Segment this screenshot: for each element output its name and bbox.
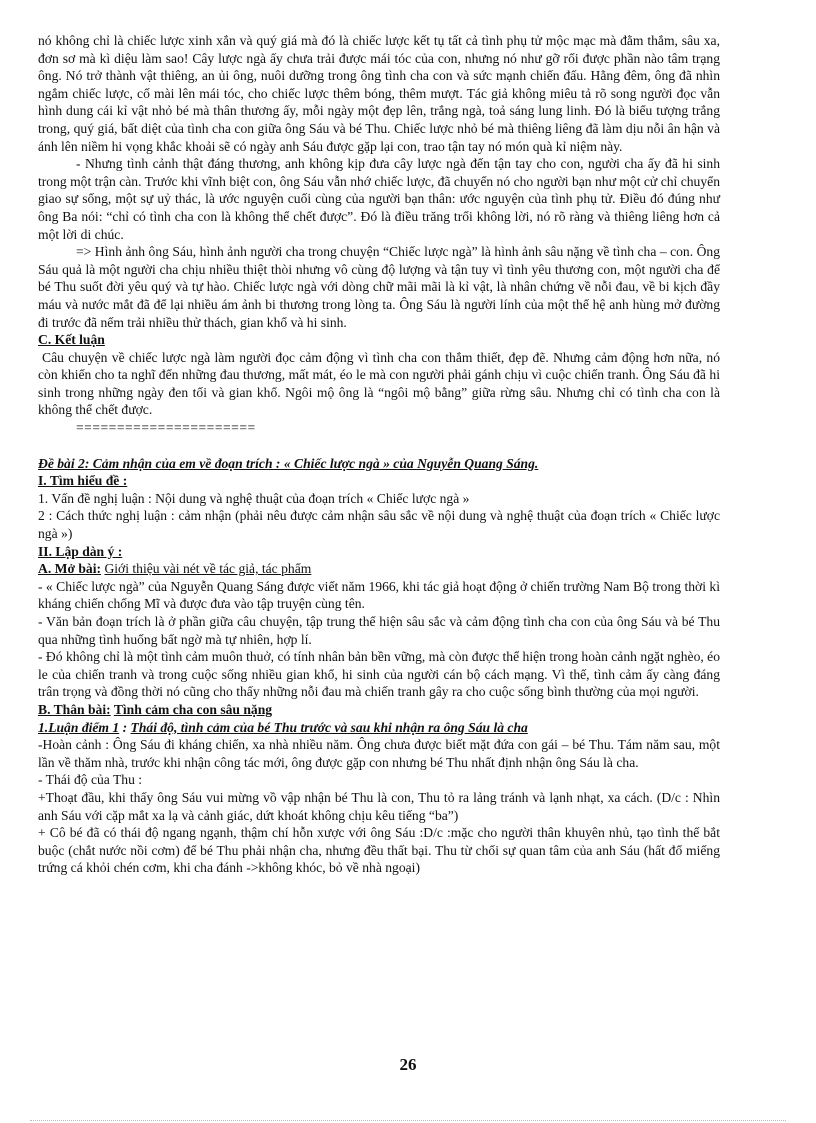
list-item: -Hoàn cảnh : Ông Sáu đi kháng chiến, xa nhà nhiều năm. Ông chưa được biết mặt đứa con gái – bé Thu. Tám năm sau, một lần về thăm nhà, trước khi nhận công tác mới, ông được gặp con nhưng bé Thu nhất định nhận ông Sáu là cha. — [38, 737, 720, 770]
divider: ====================== — [76, 420, 256, 436]
argument-text: Thái độ, tình cảm của bé Thu trước và sau khi nhận ra ông Sáu là cha — [130, 719, 528, 735]
subheading-text: Giới thiệu vài nét về tác giả, tác phẩm — [104, 561, 312, 577]
argument-heading — [38, 719, 720, 737]
section-heading-outline: II. Lập dàn ý : — [38, 543, 123, 559]
spacer — [38, 437, 720, 455]
list-item: - Đó không chỉ là một tình cảm muôn thuở, có tính nhân bản bền vững, mà còn được thể hiện trong hoàn cảnh ngặt nghèo, éo le của chiến tranh và trong cuộc sống nhiều gian khổ, hi sinh của người cán bộ cách mạng. Vì thế, tình cảm ấy càng đáng trân trọng và đồng thời nó cũng cho thấy những nỗi đau mà chiến tranh gây ra cho cuộc sống bình thường của mọi người. — [38, 649, 720, 700]
section-heading-conclusion: C. Kết luận — [38, 332, 105, 348]
paragraph: Câu chuyện về chiếc lược ngà làm người đọc cảm động vì tình cha con thắm thiết, đẹp đẽ. Nhưng cảm động hơn nữa, nó còn khiến cho ta nghĩ đến những đau thương, mất mát, éo le mà con người phải gánh chịu vì cuộc chiến tranh. Ông Sáu đã hi sinh trong những ngày đen tối và gian khổ. Ngôi mộ ông là “ngôi mộ bằng” giữa rừng sâu. Nhưng chỉ có tình cha con là không thể chết được. — [38, 349, 720, 418]
paragraph: - Nhưng tình cảnh thật đáng thương, anh không kịp đưa cây lược ngà đến tận tay cho con, người cha ấy đã hi sinh trong một trận càn. Trước khi vĩnh biệt con, ông Sáu vẫn nhớ chiếc lược, đã chuyển nó cho người bạn như một cử chỉ chuyển giao sự sống, một sự uỷ thác, là ước nguyện cuối cùng của người bạn thân: ước nguyện của tình phụ tử. Điều đó đúng như ông Ba nói: “chỉ có tình cha con là không thể chết được”. Đó là điều trăng trối không lời, nó rõ ràng và thiêng liêng hơn cả một lời di chúc. — [38, 156, 720, 242]
list-item: 2 : Cách thức nghị luận : cảm nhận (phải nêu được cảm nhận sâu sắc về nội dung và nghệ thuật của đoạn trích « Chiếc lược ngà ») — [38, 508, 720, 542]
document-page — [38, 32, 720, 877]
list-item: +Thoạt đầu, khi thấy ông Sáu vui mừng vồ vập nhận bé Thu là con, Thu tỏ ra lảng tránh và lạnh nhạt, xa cách. (D/c : Nhìn anh Sáu với cặp mắt xa lạ và cảnh giác, dứt khoát không chịu kêu tiếng “ba”) — [38, 789, 720, 823]
list-item: 1. Vấn đề nghị luận : Nội dung và nghệ thuật của đoạn trích « Chiếc lược ngà » — [38, 490, 470, 506]
argument-label: 1.Luận điểm 1 — [38, 719, 120, 735]
subheading-label: B. Thân bài: — [38, 701, 111, 717]
list-item: - Thái độ của Thu : — [38, 772, 143, 788]
assignment-title: Đề bài 2: Cảm nhận của em về đoạn trích : « Chiếc lược ngà » của Nguyễn Quang Sáng. — [38, 455, 539, 471]
subheading-body — [38, 701, 720, 719]
subheading-text: Tình cảm cha con sâu nặng — [113, 701, 273, 717]
argument-separator: : — [119, 719, 131, 735]
paragraph: nó không chỉ là chiếc lược xinh xắn và quý giá mà đó là chiếc lược kết tụ tất cả tình phụ tử mộc mạc mà đằm thắm, sâu xa, đơn sơ mà kì diệu làm sao! Cây lược ngà ấy chưa trải được mái tóc của con, nhưng nó như gỡ rối được phần nào tâm trạng ông. Nó trở thành vật thiêng, an ủi ông, nuôi dưỡng trong ông tình cha con và sức mạnh chiến đấu. Hằng đêm, ông đã nhìn ngắm chiếc lược, cố mài lên mái tóc, cho chiếc lược thêm bóng, thêm mượt. Tác giả không miêu tả rõ song người đọc vẫn hình dung cái kỉ vật nhỏ bé mà thân thương ấy, mỗi ngày một đẹp lên, trắng ngà, toả sáng lung linh. Đó là biểu tượng trắng trong, quý giá, bất diệt của tình cha con giữa ông Sáu và bé Thu. Chiếc lược nhỏ bé mà thiêng liêng đã làm dịu nỗi ân hận và ánh lên niềm hi vọng khắc khoải sẽ có ngày anh Sáu được gặp lại con, trao tận tay nó món quà kỉ niệm này. — [38, 33, 720, 154]
list-item: + Cô bé đã có thái độ ngang ngạnh, thậm chí hỗn xược với ông Sáu :D/c :mặc cho người thân khuyên nhủ, tạo tình thế bắt buộc (chắt nước nồi cơm) để bé Thu phải nhận cha, nhưng đều thất bại. Thu từ chối sự quan tâm của anh Sáu (hất đổ miếng trứng cá khỏi chén cơm, khi cha đánh ->không khóc, bỏ về nhà ngoại) — [38, 825, 720, 876]
subheading-label: A. Mở bài: — [38, 561, 102, 577]
section-heading-analysis: I. Tìm hiểu đề : — [38, 473, 128, 489]
bottom-rule — [30, 1120, 786, 1121]
page-number: 26 — [399, 1055, 417, 1074]
list-item: - Văn bản đoạn trích là ở phần giữa câu chuyện, tập trung thể hiện sâu sắc và cảm động tình cha con của ông Sáu và bé Thu qua những tình huống bất ngờ mà tự nhiên, hợp lí. — [38, 614, 720, 647]
subheading-introduction — [38, 560, 720, 578]
list-item: - « Chiếc lược ngà” của Nguyễn Quang Sáng được viết năm 1966, khi tác giả hoạt động ở chiến trường Nam Bộ trong thời kì kháng chiến chống Mĩ và được đưa vào tập truyện cùng tên. — [38, 578, 720, 612]
paragraph: => Hình ảnh ông Sáu, hình ảnh người cha trong chuyện “Chiếc lược ngà” là hình ảnh sâu nặng về tình cha – con. Ông Sáu quả là một người cha chịu nhiều thiệt thòi nhưng vô cùng độ lượng và tận tuy vì tình yêu thương con, một người cha để bé Thu suốt đời yêu quý và tự hào. Chiếc lược ngà với dòng chữ mãi mãi là kỉ vật, là nhân chứng về nỗi đau, về bi kịch đầy máu và nước mắt đã để lại nhiều ám ảnh bi thương trong lòng ta. Ông Sáu là người lính của một thế hệ anh hùng mở đường đi trước đã nếm trải nhiều thử thách, gian khổ và hi sinh. — [38, 244, 720, 330]
